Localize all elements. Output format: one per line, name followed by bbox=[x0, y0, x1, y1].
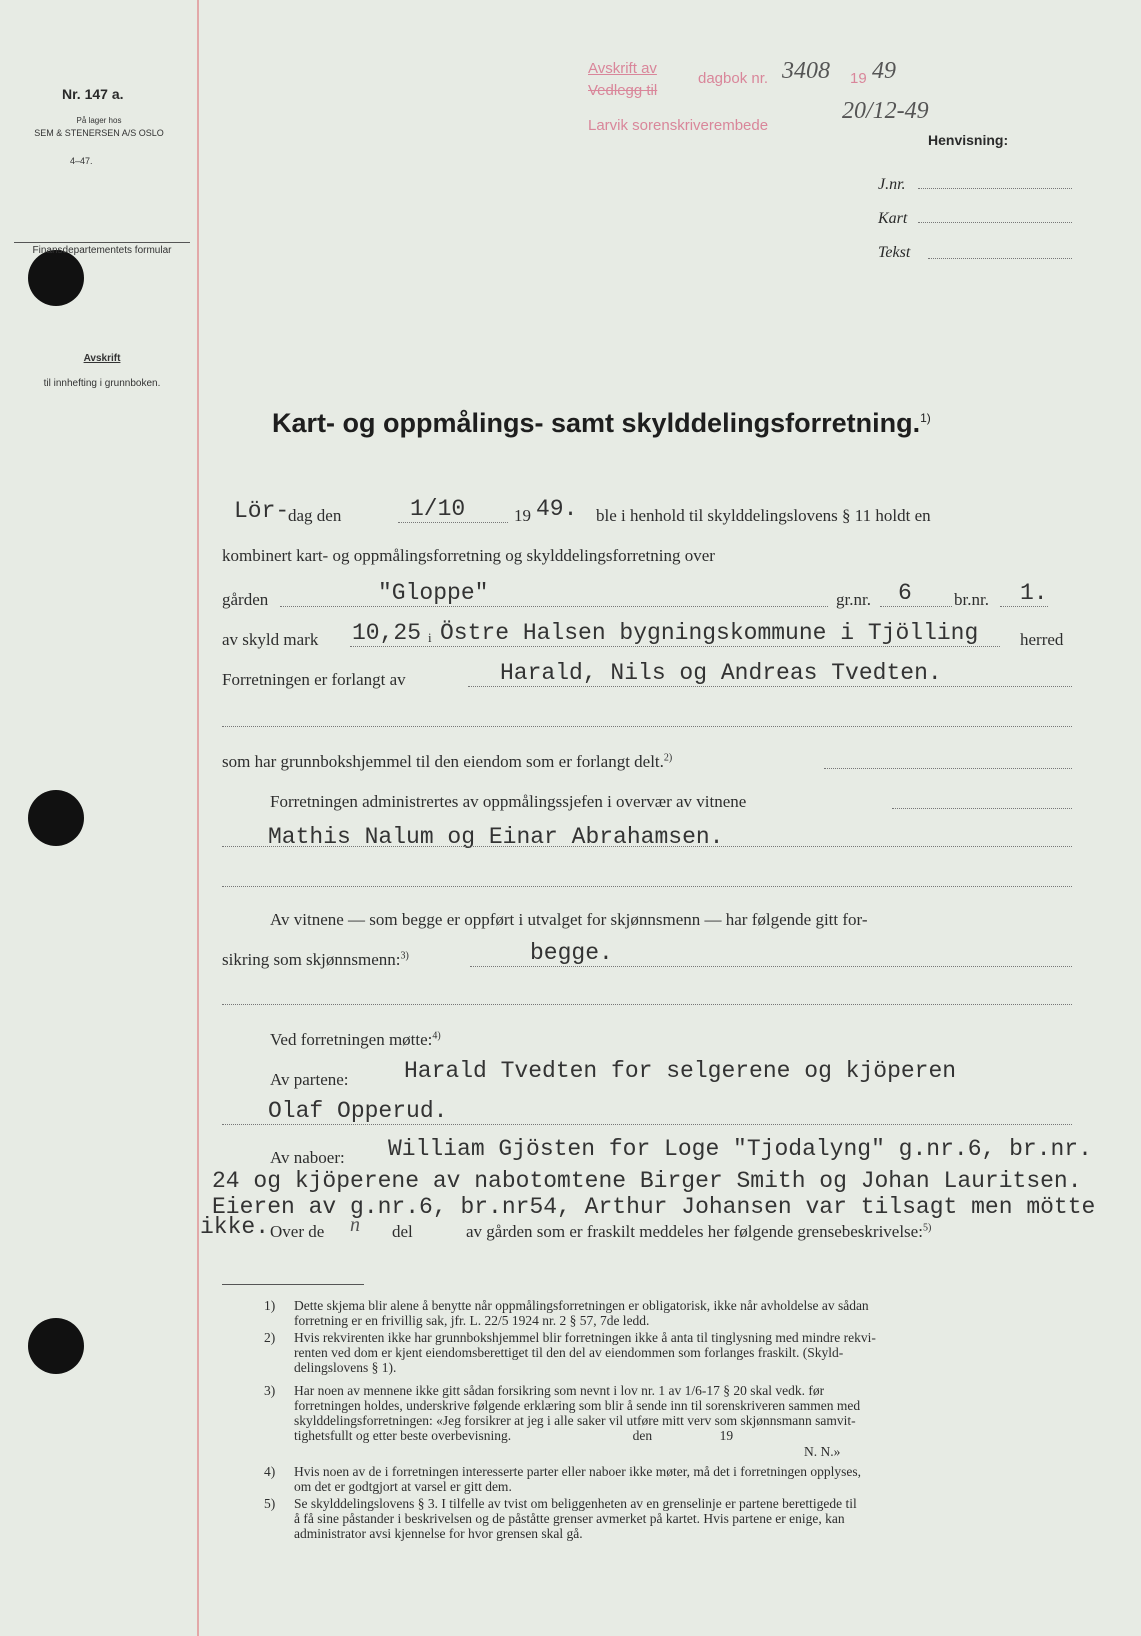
intro-rest: ble i henhold til skylddelingslovens § 11 holdt en bbox=[596, 506, 931, 525]
reference-tekst-line bbox=[928, 258, 1072, 259]
naboer-line1: William Gjösten for Loge "Tjodalyng" g.nr.6, br.nr. bbox=[388, 1136, 1092, 1162]
reference-title: Henvisning: bbox=[928, 132, 1009, 148]
date-hand: 1/10 bbox=[410, 496, 466, 522]
garden-name: "Gloppe" bbox=[378, 580, 489, 606]
reference-tekst: Tekst bbox=[878, 244, 911, 261]
naboer-line2: 24 og kjöperene av nabotomtene Birger Smith og Johan Lauritsen. bbox=[212, 1168, 1082, 1194]
skyld-i: i bbox=[428, 630, 432, 645]
footnote-5-line3: administrator avsi kjennelse for hvor grensen skal gå. bbox=[294, 1526, 583, 1541]
footnote-2-line2: renten ved dom er kjent eiendomsberettiget til den del av eiendommen som forlanges fraskilt. (Skyld- bbox=[294, 1345, 844, 1360]
blank-line bbox=[222, 726, 1072, 727]
witness-line bbox=[222, 846, 1072, 847]
footnote-3-line4: tighetsfullt og etter beste overbevisning. den 19 bbox=[294, 1428, 734, 1443]
form-type: Finansdepartementets formular bbox=[14, 242, 190, 256]
skyld-line bbox=[350, 646, 1000, 647]
herred-label: herred bbox=[1020, 630, 1064, 649]
footnote-4-line1: Hvis noen av de i forretningen interesserte parter eller naboer ikke møter, må det i forretningen opplyses, bbox=[294, 1464, 862, 1479]
over-rest: av gården som er fraskilt meddeles her følgende grensebeskrivelse:$^{5)}$ bbox=[466, 1222, 932, 1241]
footnote-3-signature: N. N.» bbox=[804, 1444, 841, 1459]
year-prefix: 19 bbox=[514, 506, 531, 525]
skyld-label: av skyld mark bbox=[222, 630, 319, 649]
partene-line2: Olaf Opperud. bbox=[268, 1098, 448, 1124]
grnr-value: 6 bbox=[898, 580, 912, 606]
sikring-label: sikring som skjønnsmenn:$^{3)}$ bbox=[222, 950, 409, 969]
sikring-line-2 bbox=[222, 1004, 1072, 1005]
del-label: del bbox=[392, 1222, 413, 1241]
document-title: Kart- og oppmålings- samt skylddelingsforretning.$^{1)}$ bbox=[272, 408, 931, 438]
naboer-line3: Eieren av g.nr.6, br.nr54, Arthur Johansen var tilsagt men mötte bbox=[212, 1194, 1096, 1220]
printer-line2: SEM & STENERSEN A/S OSLO bbox=[34, 128, 164, 138]
stamp-dagbok-label: dagbok nr. bbox=[698, 70, 769, 87]
footnote-1-num: 1) bbox=[264, 1298, 276, 1313]
grnr-label: gr.nr. bbox=[836, 590, 871, 609]
kombinert-text: kombinert kart- og oppmålingsforretning og skylddelingsforretning over bbox=[222, 546, 715, 565]
sikring-line bbox=[470, 966, 1072, 967]
day-hand: Lör- bbox=[234, 498, 290, 524]
herred-hand: Östre Halsen bygningskommune i Tjölling bbox=[440, 620, 979, 646]
footnote-1-line2: forretning er en frivillig sak, jfr. L. 22/5 1924 nr. 2 § 57, 7de ledd. bbox=[294, 1313, 650, 1328]
day-suffix: dag den bbox=[288, 506, 342, 525]
witnesses: Mathis Nalum og Einar Abrahamsen. bbox=[268, 824, 724, 850]
copy-note: til innhefting i grunnboken. bbox=[43, 378, 161, 389]
footnote-4-line2: om det er godtgjort at varsel er gitt dem. bbox=[294, 1479, 512, 1494]
forlangt-value: Harald, Nils og Andreas Tvedten. bbox=[500, 660, 942, 686]
grnr-line bbox=[880, 606, 952, 607]
stamp-office: Larvik sorenskriverembede bbox=[588, 117, 769, 134]
forlangt-label: Forretningen er forlangt av bbox=[222, 670, 406, 689]
footnote-1-line1: Dette skjema blir alene å benytte når oppmålingsforretningen er obligatorisk, ikke når avholdelse av sådan bbox=[294, 1298, 869, 1313]
footnote-rule bbox=[222, 1284, 364, 1285]
punch-hole bbox=[28, 790, 84, 846]
reference-jnr: J.nr. bbox=[878, 176, 906, 193]
footnote-2-num: 2) bbox=[264, 1330, 276, 1345]
over-hand: n bbox=[350, 1214, 360, 1236]
reference-kart-line bbox=[918, 222, 1072, 223]
stamp-year-hand: 49 bbox=[872, 58, 896, 84]
printer-line1: På lager hos bbox=[76, 116, 122, 125]
naboer-line4: ikke. bbox=[200, 1214, 270, 1240]
admin-line bbox=[892, 808, 1072, 809]
form-number: Nr. 147 a. bbox=[62, 86, 124, 102]
footnote-5-line2: å få sine påstander i beskrivelsen og de påståtte grenser avmerket på kartet. Hvis partene er enige, kan bbox=[294, 1511, 845, 1526]
stamp-line2: Vedlegg til bbox=[588, 82, 658, 99]
motte-label: Ved forretningen møtte:$^{4)}$ bbox=[270, 1030, 441, 1049]
stamp-dagbok-number: 3408 bbox=[782, 58, 830, 84]
footnote-2-line3: delingslovens § 1). bbox=[294, 1360, 397, 1375]
footnote-5-line1: Se skylddelingslovens § 3. I tilfelle av tvist om beliggenheten av en grenselinje er partene berettigede til bbox=[294, 1496, 857, 1511]
footnote-3-line3: skylddelingsforretningen: «Jeg forsikrer at jeg i alle saker vil utføre mitt verv som skjønnsmann samvit- bbox=[294, 1413, 856, 1428]
brnr-value: 1. bbox=[1020, 580, 1048, 606]
garden-line bbox=[280, 606, 828, 607]
copy-label: Avskrift bbox=[83, 353, 121, 364]
brnr-label: br.nr. bbox=[954, 590, 989, 609]
hjemmel-text: som har grunnbokshjemmel til den eiendom som er forlangt delt.$^{2)}$ bbox=[222, 752, 673, 771]
punch-hole bbox=[28, 250, 84, 306]
footnote-3-line2: forretningen holdes, underskrive følgende erklæring som blir å sende inn til sorenskriveren sammen med bbox=[294, 1398, 861, 1413]
sikring-value: begge. bbox=[530, 940, 613, 966]
brnr-line bbox=[1000, 606, 1048, 607]
stamp-line1: Avskrift av bbox=[588, 60, 657, 77]
footnote-5-num: 5) bbox=[264, 1496, 276, 1511]
admin-text: Forretningen administrertes av oppmålingssjefen i overvær av vitnene bbox=[270, 792, 747, 811]
hjemmel-line bbox=[824, 768, 1072, 769]
partene-line1: Harald Tvedten for selgerene og kjöperen bbox=[404, 1058, 957, 1084]
date-line bbox=[398, 522, 508, 523]
footnote-4-num: 4) bbox=[264, 1464, 276, 1479]
stamp-date-hand: 20/12-49 bbox=[842, 98, 929, 124]
stamp-year-prefix: 19 bbox=[850, 70, 867, 87]
vitnene-text: Av vitnene — som begge er oppført i utvalget for skjønnsmenn — har følgende gitt for- bbox=[270, 910, 868, 929]
year-hand: 49. bbox=[536, 496, 578, 522]
footnote-2-line1: Hvis rekvirenten ikke har grunnbokshjemmel blir forretningen ikke å anta til tinglysning med mindre rekvi- bbox=[294, 1330, 876, 1345]
partene-line bbox=[222, 1124, 1072, 1125]
margin-rule bbox=[197, 0, 199, 1636]
footnote-3-num: 3) bbox=[264, 1383, 276, 1398]
partene-label: Av partene: bbox=[270, 1070, 349, 1089]
skyld-value: 10,25 bbox=[352, 620, 422, 646]
reference-kart: Kart bbox=[878, 210, 908, 227]
date-code: 4–47. bbox=[70, 156, 93, 166]
witness-line-2 bbox=[222, 886, 1072, 887]
footnote-3-line1: Har noen av mennene ikke gitt sådan forsikring som nevnt i lov nr. 1 av 1/6-17 § 20 skal vedk. før bbox=[294, 1383, 825, 1398]
punch-hole bbox=[28, 1318, 84, 1374]
garden-label: gården bbox=[222, 590, 269, 609]
over-label: Over de bbox=[270, 1222, 325, 1241]
naboer-label: Av naboer: bbox=[270, 1148, 345, 1167]
reference-jnr-line bbox=[918, 188, 1072, 189]
forlangt-line bbox=[468, 686, 1072, 687]
